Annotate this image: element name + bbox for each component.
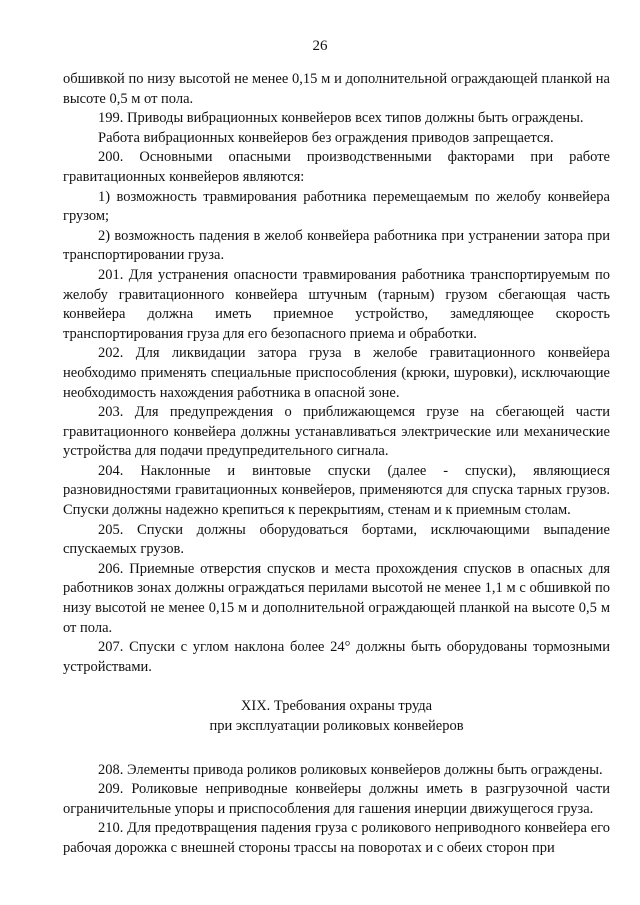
paragraph: обшивкой по низу высотой не менее 0,15 м и дополнительной ограждающей планкой на высоте 0,5 м от пола. — [63, 71, 610, 107]
paragraph: 210. Для предотвращения падения груза с роликового неприводного конвейера его рабочая дорожка с внешней стороны трассы на поворотах и с обеих сторон при — [63, 820, 610, 856]
paragraph: 208. Элементы привода роликов роликовых конвейеров должны быть ограждены. — [98, 761, 603, 778]
paragraph: 205. Спуски должны оборудоваться бортами, исключающими выпадение спускаемых грузов. — [63, 521, 610, 558]
section-heading-line-2: при эксплуатации роликовых конвейеров — [209, 718, 464, 734]
paragraph: 201. Для устранения опасности травмирования работника транспортируемым по желобу гравитационного конвейера штучным (тарным) грузом сбегающая часть конвейера должна иметь приемное устройство, замедляющее скорость транспортирования груза для его безопасного приема и обработки. — [63, 266, 610, 342]
paragraph: 209. Роликовые неприводные конвейеры должны иметь в разгрузочной части ограничительные упоры и приспособления для гашения инерции движущегося груза. — [63, 781, 610, 817]
paragraph: Работа вибрационных конвейеров без ограждения приводов запрещается. — [98, 129, 554, 146]
section-heading — [63, 697, 610, 736]
document-body — [63, 70, 610, 859]
paragraph: 200. Основными опасными производственными факторами при работе гравитационных конвейеров являются: — [63, 149, 610, 185]
paragraph: 199. Приводы вибрационных конвейеров всех типов должны быть ограждены. — [98, 110, 584, 127]
paragraph: 1) возможность травмирования работника перемещаемым по желобу конвейера грузом; — [63, 188, 610, 225]
paragraph: 206. Приемные отверстия спусков и места прохождения спусков в опасных для работников зонах должны ограждаться перилами высотой не менее 1,1 м с обшивкой по низу высотой не менее 0,15 м и дополнительной ограждающей планкой на высоте 0,5 м от пола. — [63, 560, 610, 636]
paragraphs-after-section — [63, 761, 610, 859]
section-heading-line-1: XIX. Требования охраны труда — [240, 698, 433, 715]
page-number: 26 — [312, 38, 328, 54]
paragraph: 203. Для предупреждения о приближающемся грузе на сбегающей части гравитационного конвейера должны устанавливаться электрические или механические устройства для подачи предупредительного сигнала. — [63, 404, 610, 460]
paragraphs-before-section — [63, 70, 610, 677]
paragraph: 202. Для ликвидации затора груза в желобе гравитационного конвейера необходимо применять специальные приспособления (крюки, шуровки), исключающие необходимость нахождения работника в опасной зоне. — [63, 345, 610, 401]
paragraph: 204. Наклонные и винтовые спуски (далее - спуски), являющиеся разновидностями гравитационных конвейеров, применяются для спуска тарных грузов. Спуски должны надежно крепиться к перекрытиям, стенам и к приемным столам. — [63, 462, 610, 519]
paragraph: 2) возможность падения в желоб конвейера работника при устранении затора при транспортировании груза. — [63, 227, 610, 264]
paragraph: 207. Спуски с углом наклона более 24° должны быть оборудованы тормозными устройствами. — [63, 639, 610, 675]
